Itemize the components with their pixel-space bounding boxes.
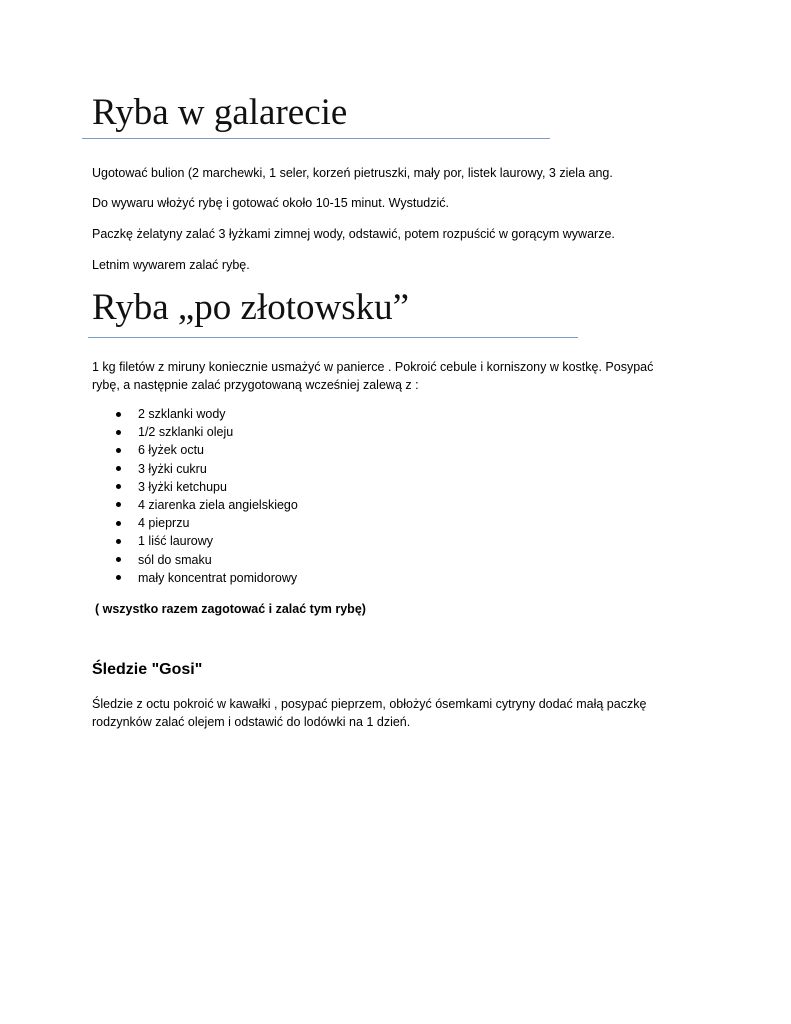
recipe-title-ryba-w-galarecie: Ryba w galarecie: [92, 92, 348, 133]
paragraph: 1 kg filetów z miruny koniecznie usmażyć w panierce . Pokroić cebule i korniszony w kostkę. Posypać: [92, 360, 654, 374]
bullet-icon: [116, 412, 121, 417]
list-item: sól do smaku: [114, 551, 298, 569]
paragraph: rybę, a następnie zalać przygotowaną wcześniej zalewą z :: [92, 378, 419, 392]
paragraph: Ugotować bulion (2 marchewki, 1 seler, korzeń pietruszki, mały por, listek laurowy, 3 ziela ang.: [92, 166, 613, 180]
title-underline: [82, 138, 550, 139]
list-item: 4 ziarenka ziela angielskiego: [114, 496, 298, 514]
recipe-heading-sledzie-gosi: Śledzie "Gosi": [92, 661, 203, 678]
list-item: 4 pieprzu: [114, 514, 298, 532]
bullet-icon: [116, 575, 121, 580]
bullet-icon: [116, 539, 121, 544]
bullet-icon: [116, 430, 121, 435]
bullet-icon: [116, 521, 121, 526]
recipe-title-ryba-po-zlotowsku: Ryba „po złotowsku”: [92, 287, 410, 328]
list-item: 3 łyżki cukru: [114, 460, 298, 478]
list-item: 2 szklanki wody: [114, 405, 298, 423]
list-item: 1 liść laurowy: [114, 532, 298, 550]
title-underline: [88, 337, 578, 338]
paragraph: rodzynków zalać olejem i odstawić do lodówki na 1 dzień.: [92, 715, 411, 729]
bullet-icon: [116, 484, 121, 489]
paragraph: Paczkę żelatyny zalać 3 łyżkami zimnej wody, odstawić, potem rozpuścić w gorącym wywarze.: [92, 227, 615, 241]
bullet-icon: [116, 557, 121, 562]
bullet-icon: [116, 448, 121, 453]
list-item: mały koncentrat pomidorowy: [114, 569, 298, 587]
list-item: 6 łyżek octu: [114, 441, 298, 459]
bold-note: ( wszystko razem zagotować i zalać tym rybę): [95, 602, 366, 616]
paragraph: Letnim wywarem zalać rybę.: [92, 258, 250, 272]
ingredient-list: [114, 405, 298, 587]
paragraph: Do wywaru włożyć rybę i gotować około 10-15 minut. Wystudzić.: [92, 196, 449, 210]
list-item: 1/2 szklanki oleju: [114, 423, 298, 441]
paragraph: Śledzie z octu pokroić w kawałki , posypać pieprzem, obłożyć ósemkami cytryny dodać małą paczkę: [92, 697, 647, 711]
list-item: 3 łyżki ketchupu: [114, 478, 298, 496]
bullet-icon: [116, 466, 121, 471]
bullet-icon: [116, 502, 121, 507]
